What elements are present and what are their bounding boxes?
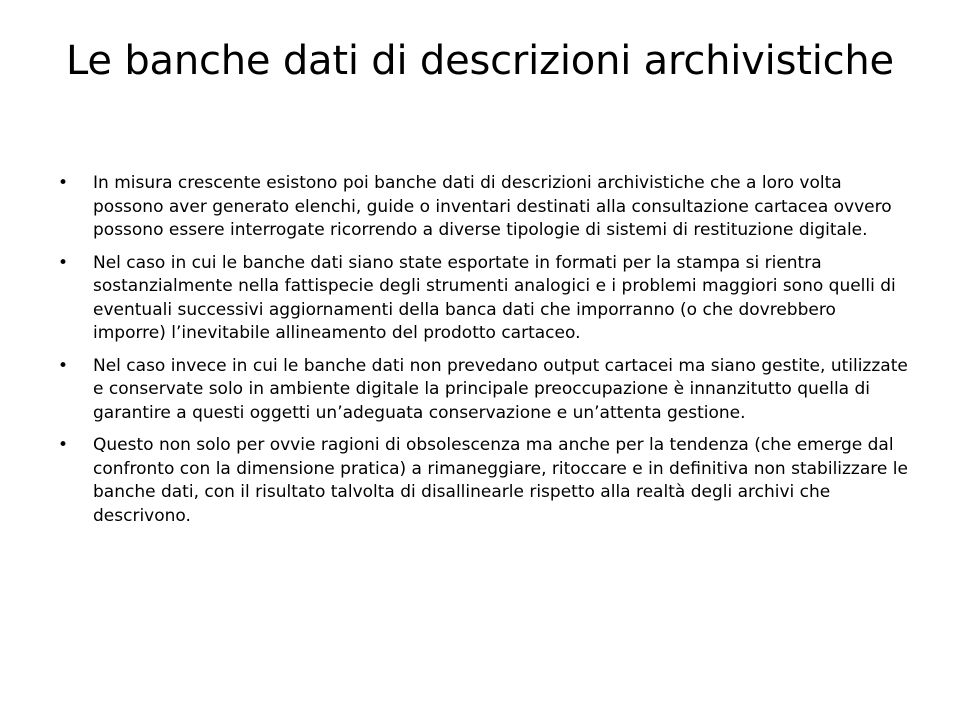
- bullet-text: In misura crescente esistono poi banche dati di descrizioni archivistiche che a loro volta possono aver generato elenchi, guide o inventari destinati alla consultazione cartacea ovvero possono essere interrogate ricorrendo a diverse tipologie di sistemi di restituzione digitale.: [93, 173, 892, 240]
- bullet-list: [58, 172, 908, 537]
- bullet-item: [58, 434, 908, 528]
- bullet-text: Nel caso invece in cui le banche dati non prevedano output cartacei ma siano gestite, utilizzate e conservate solo in ambiente digitale la principale preoccupazione è innanzitutto quella di garantire a questi oggetti un’adeguata conservazione e un’attenta gestione.: [93, 355, 908, 423]
- bullet-text: Questo non solo per ovvie ragioni di obsolescenza ma anche per la tendenza (che emerge dal confronto con la dimensione pratica) a rimaneggiare, ritoccare e in definitiva non stabilizzare le banche dati, con il risultato talvolta di disallinearle rispetto alla realtà degli archivi che descrivono.: [93, 435, 908, 526]
- bullet-text: Nel caso in cui le banche dati siano state esportate in formati per la stampa si rientra sostanzialmente nella fattispecie degli strumenti analogici e i problemi maggiori sono quelli di eventuali successivi aggiornamenti della banca dati che imporranno (o che dovrebbero imporre) l’inevitabile allineamento del prodotto cartaceo.: [93, 252, 896, 343]
- bullet-item: [58, 172, 908, 243]
- bullet-item: [58, 355, 908, 426]
- bullet-item: [58, 252, 908, 346]
- bullet-marker: •: [58, 173, 69, 193]
- slide-title: Le banche dati di descrizioni archivistiche: [66, 38, 894, 84]
- bullet-marker: •: [58, 252, 69, 273]
- bullet-marker: •: [58, 355, 69, 376]
- bullet-marker: •: [58, 435, 69, 455]
